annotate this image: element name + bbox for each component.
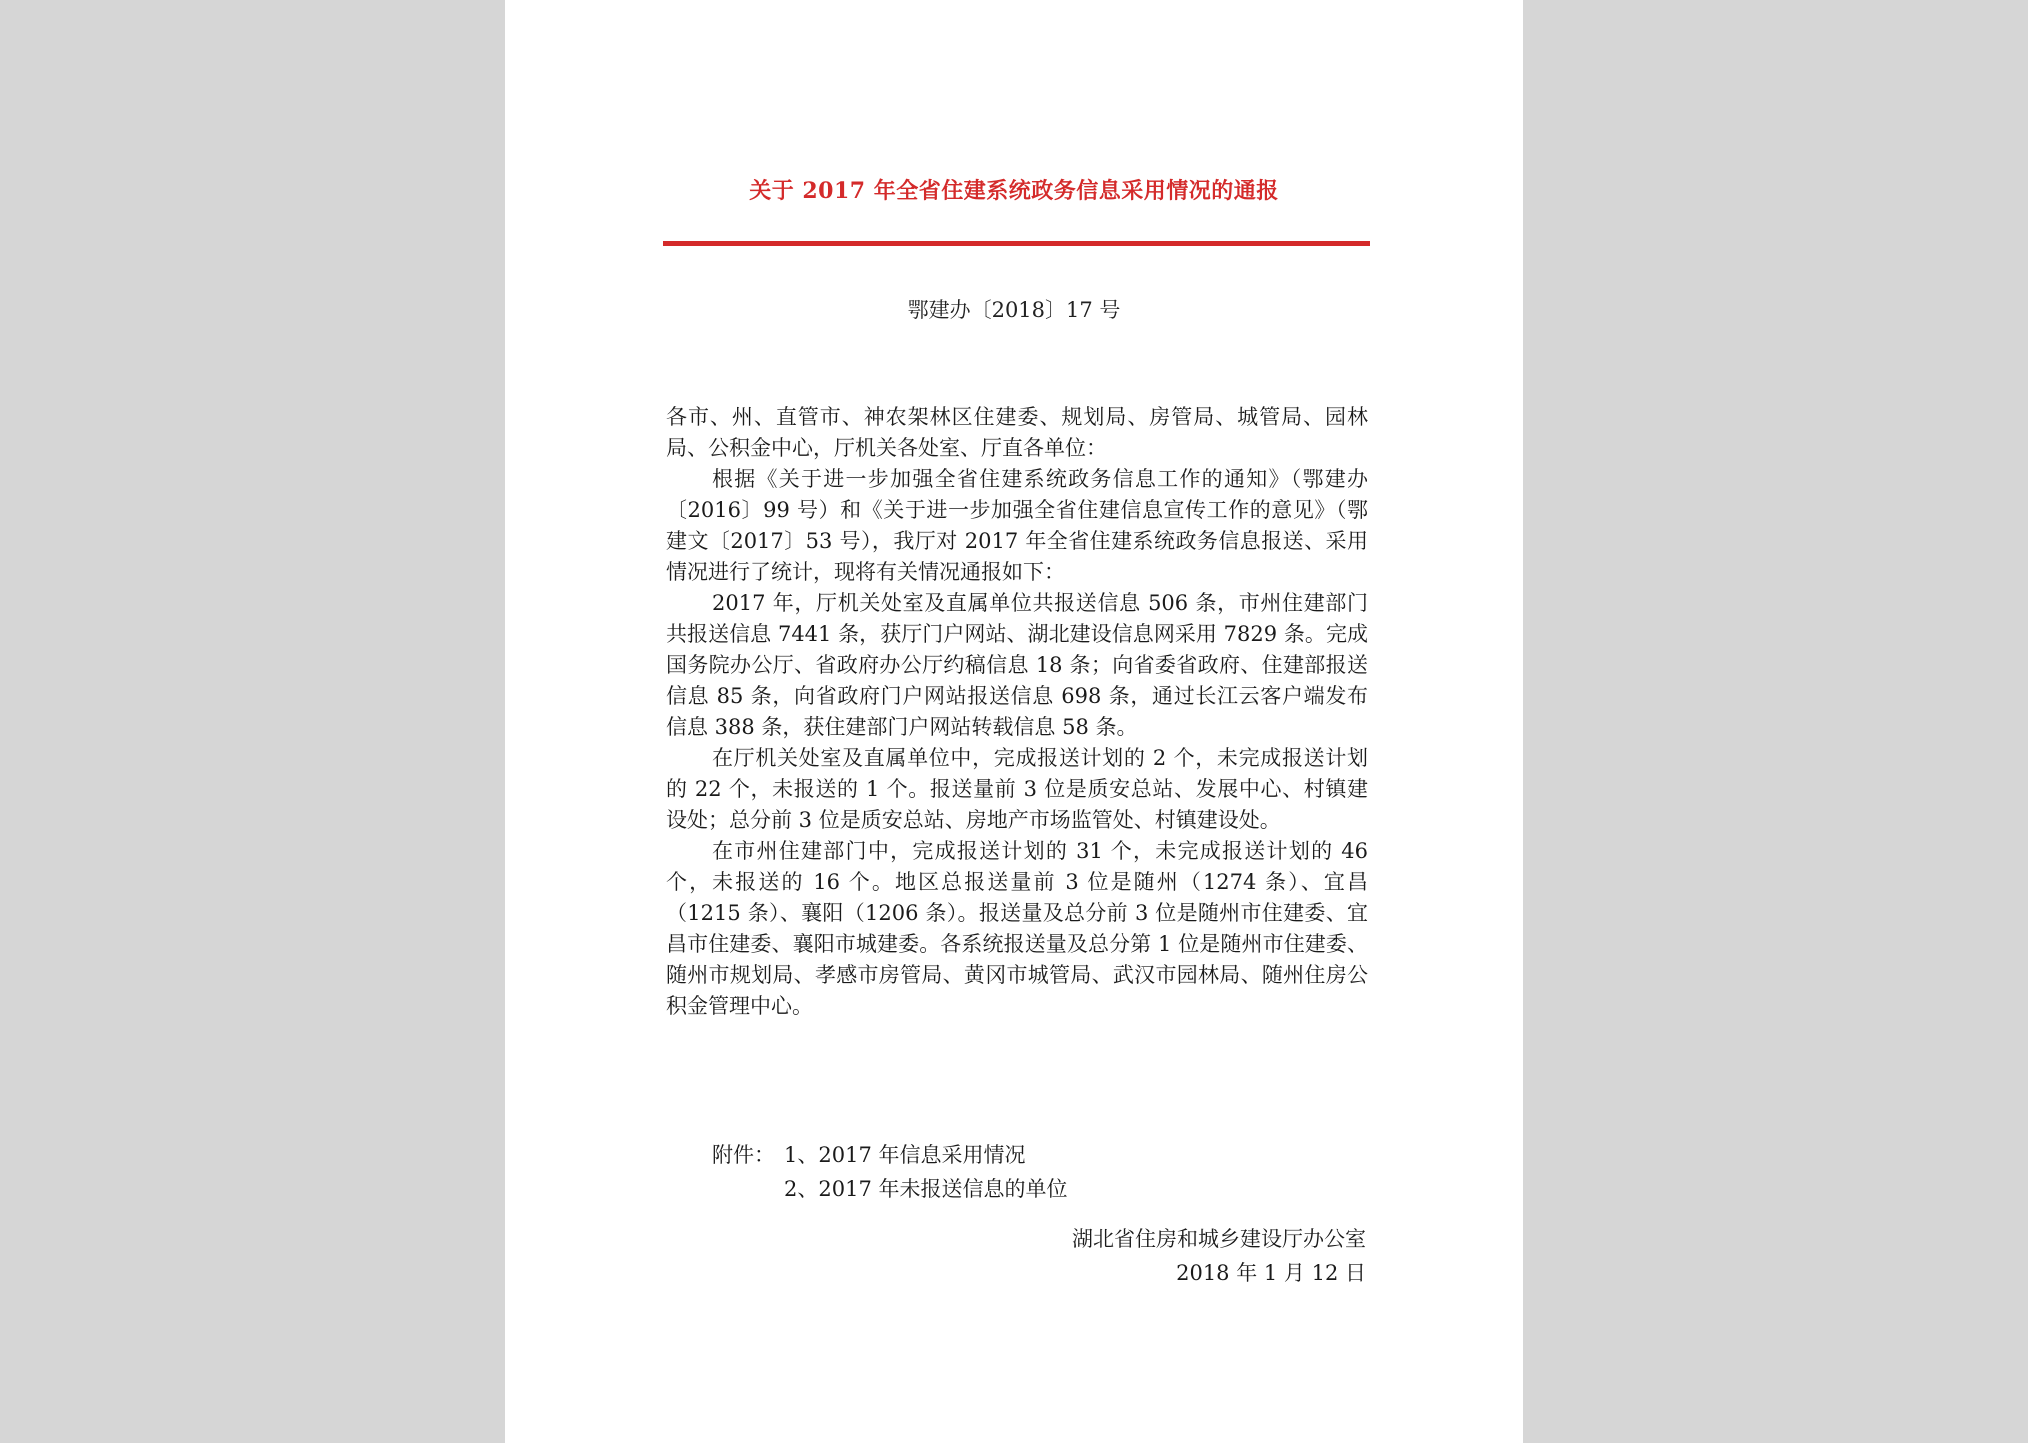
red-divider [663, 241, 1370, 246]
issuer-name: 湖北省住房和城乡建设厅办公室 [1072, 1227, 1366, 1251]
attachment-text: 1、2017 年信息采用情况 [784, 1143, 1026, 1167]
salutation: 各市、州、直管市、神农架林区住建委、规划局、房管局、城管局、园林局、公积金中心，厅机关各处室、厅直各单位： [666, 405, 1368, 460]
body-paragraph: 在厅机关处室及直属单位中，完成报送计划的 2 个，未完成报送计划的 22 个，未报送的 1 个。报送量前 3 位是质安总站、发展中心、村镇建设处；总分前 3 位是质安总站、房地产市场监管处、村镇建设处。 [666, 746, 1368, 832]
document-body [666, 402, 1368, 1022]
body-paragraph: 2017 年，厅机关处室及直属单位共报送信息 506 条，市州住建部门共报送信息 7441 条，获厅门户网站、湖北建设信息网采用 7829 条。完成国务院办公厅、省政府办公厅约稿信息 18 条；向省委省政府、住建部报送信息 85 条，向省政府门户网站报送信息 698 条，通过长江云客户端发布信息 388 条，获住建部门户网站转载信息 58 条。 [666, 591, 1368, 739]
attachments-list [712, 1138, 1067, 1206]
document-page [505, 0, 1523, 1443]
document-number: 鄂建办〔2018〕17 号 [907, 298, 1121, 322]
signature-block [1072, 1222, 1366, 1290]
document-title: 关于 2017 年全省住建系统政务信息采用情况的通报 [749, 178, 1279, 204]
attachment-text: 2、2017 年未报送信息的单位 [784, 1177, 1068, 1201]
issue-date: 2018 年 1 月 12 日 [1176, 1261, 1366, 1285]
body-paragraph: 根据《关于进一步加强全省住建系统政务信息工作的通知》（鄂建办〔2016〕99 号）和《关于进一步加强全省住建信息宣传工作的意见》（鄂建文〔2017〕53 号），我厅对 2017 年全省住建系统政务信息报送、采用情况进行了统计，现将有关情况通报如下： [666, 467, 1368, 584]
attachment-item [712, 1138, 1067, 1172]
attachment-item [712, 1172, 1067, 1206]
body-paragraph: 在市州住建部门中，完成报送计划的 31 个，未完成报送计划的 46 个，未报送的 16 个。地区总报送量前 3 位是随州（1274 条）、宜昌（1215 条）、襄阳（1206 条）。报送量及总分前 3 位是随州市住建委、宜昌市住建委、襄阳市城建委。各系统报送量及总分第 1 位是随州市住建委、随州市规划局、孝感市房管局、黄冈市城管局、武汉市园林局、随州住房公积金管理中心。 [666, 839, 1368, 1018]
attachments-label: 附件： [712, 1143, 775, 1167]
